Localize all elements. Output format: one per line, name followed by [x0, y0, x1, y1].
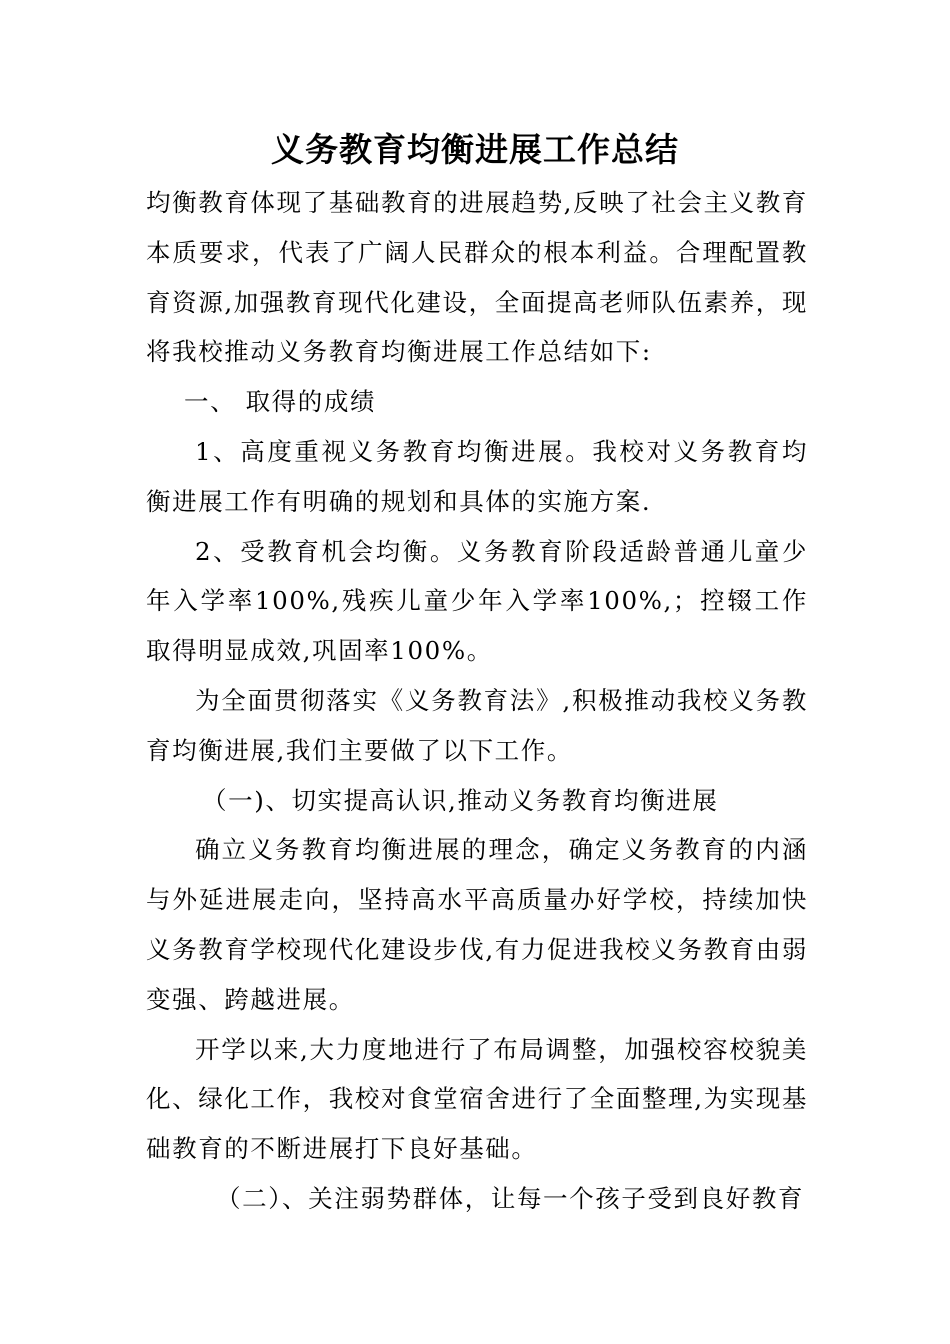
implementation-paragraph: 为全面贯彻落实《义务教育法》,积极推动我校义务教育均衡进展,我们主要做了以下工作。 [146, 685, 808, 765]
subsection-heading-1: （一)、切实提高认识,推动义务教育均衡进展 [202, 785, 719, 815]
subsection-heading-2: （二）、关注弱势群体，让每一个孩子受到良好教育 [216, 1183, 805, 1213]
document-title: 义务教育均衡进展工作总结 [271, 130, 679, 169]
achievement-item-1: 1、高度重视义务教育均衡进展。我校对义务教育均衡进展工作有明确的规划和具体的实施方案. [146, 436, 808, 516]
section-heading-achievements: 一、 取得的成绩 [184, 387, 377, 417]
achievement-item-2: 2、受教育机会均衡。义务教育阶段适龄普通儿童少年入学率100%,残疾儿童少年入学率100%,；控辍工作取得明显成效,巩固率100%。 [146, 536, 808, 666]
subsection-1-paragraph-1: 确立义务教育均衡进展的理念，确定义务教育的内涵与外延进展走向，坚持高水平高质量办好学校，持续加快义务教育学校现代化建设步伐,有力促进我校义务教育由弱变强、跨越进展。 [146, 835, 808, 1014]
document-body [146, 178, 808, 1224]
intro-paragraph: 均衡教育体现了基础教育的进展趋势,反映了社会主义教育本质要求，代表了广阔人民群众的根本利益。合理配置教育资源,加强教育现代化建设，全面提高老师队伍素养，现将我校推动义务教育均衡进展工作总结如下: [146, 188, 808, 367]
subsection-1-paragraph-2: 开学以来,大力度地进行了布局调整，加强校容校貌美化、绿化工作，我校对食堂宿舍进行了全面整理,为实现基础教育的不断进展打下良好基础。 [146, 1034, 808, 1164]
